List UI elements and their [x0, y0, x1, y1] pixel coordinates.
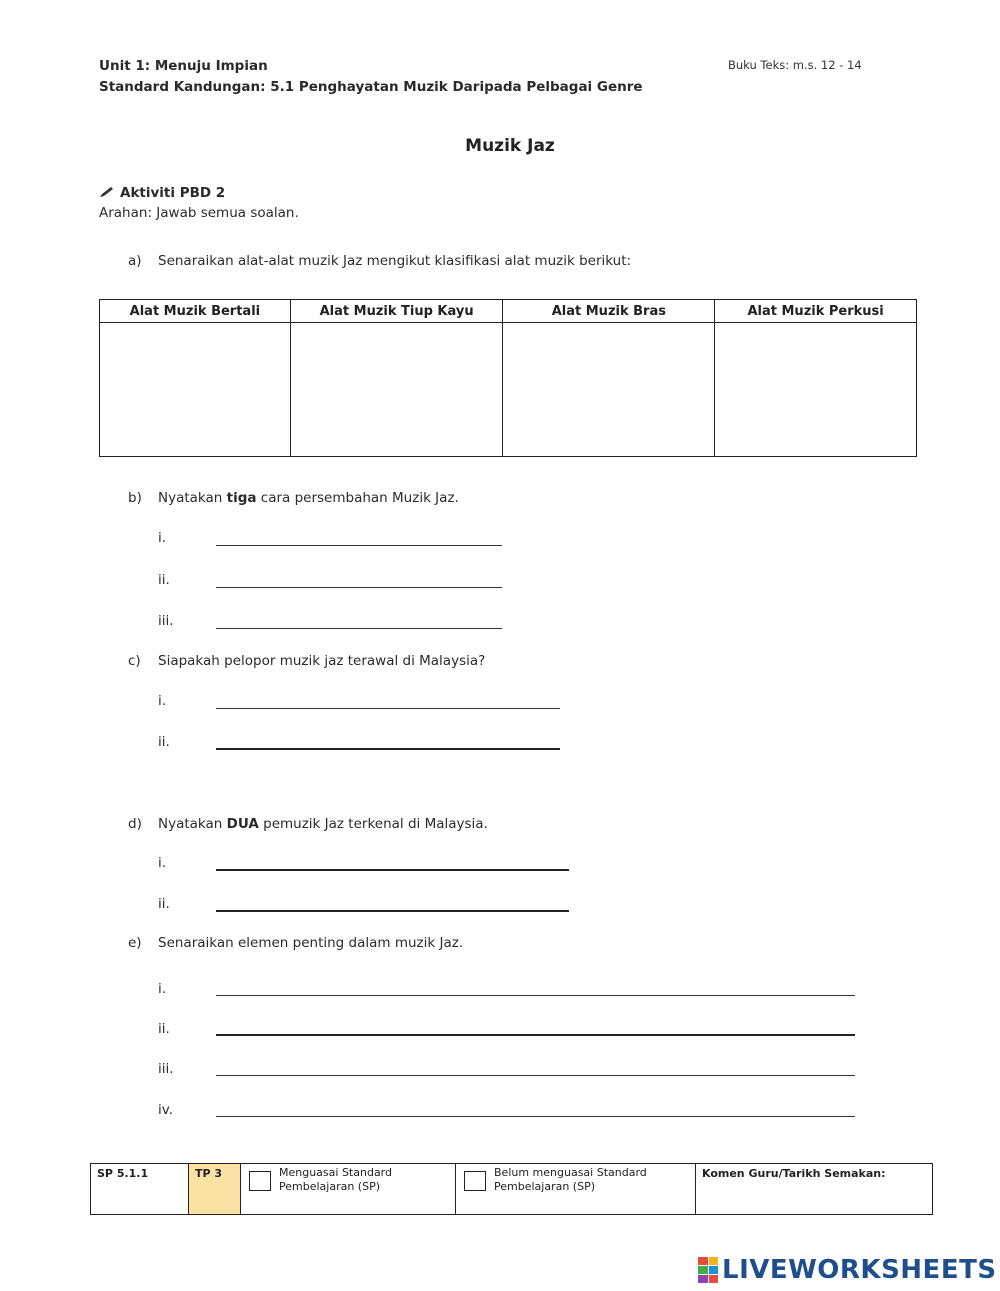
column-header-woodwind: Alat Muzik Tiup Kayu	[290, 300, 503, 323]
answer-line-b1[interactable]	[216, 545, 502, 546]
column-header-percussion: Alat Muzik Perkusi	[715, 300, 917, 323]
not-mastered-label: Belum menguasai Standard Pembelajaran (SP)	[494, 1166, 647, 1193]
content-standard: Standard Kandungan: 5.1 Penghayatan Muzik Daripada Pelbagai Genre	[99, 79, 643, 95]
liveworksheets-brand	[698, 1255, 997, 1285]
question-c-text: Siapakah pelopor muzik jaz terawal di Malaysia?	[158, 653, 486, 669]
answer-line-e2[interactable]	[216, 1034, 855, 1036]
instruction-text: Arahan: Jawab semua soalan.	[99, 205, 299, 221]
question-c-letter: c)	[128, 653, 141, 669]
not-mastered-option[interactable]	[456, 1164, 696, 1215]
answer-line-c2[interactable]	[216, 748, 560, 750]
answer-line-b2[interactable]	[216, 587, 502, 588]
question-a-letter: a)	[128, 253, 142, 269]
tp-level: TP 3	[189, 1164, 241, 1215]
numeral: ii.	[158, 896, 170, 912]
answer-line-e3[interactable]	[216, 1075, 855, 1076]
unit-title: Unit 1: Menuju Impian	[99, 58, 268, 74]
numeral: iii.	[158, 613, 174, 629]
answer-cell-brass[interactable]	[503, 323, 715, 457]
question-b-letter: b)	[128, 490, 142, 506]
question-e-letter: e)	[128, 935, 142, 951]
answer-cell-percussion[interactable]	[715, 323, 917, 457]
answer-cell-woodwind[interactable]	[290, 323, 503, 457]
answer-line-d1[interactable]	[216, 869, 569, 871]
sp-code: SP 5.1.1	[91, 1164, 189, 1215]
activity-label: Aktiviti PBD 2	[120, 184, 226, 201]
mastered-label: Menguasai Standard Pembelajaran (SP)	[279, 1166, 392, 1193]
column-header-strings: Alat Muzik Bertali	[100, 300, 291, 323]
worksheet-title: Muzik Jaz	[465, 136, 555, 156]
question-e-text: Senaraikan elemen penting dalam muzik Jaz.	[158, 935, 464, 951]
numeral: ii.	[158, 734, 170, 750]
numeral: i.	[158, 981, 167, 997]
activity-heading	[99, 183, 225, 202]
teacher-comment[interactable]: Komen Guru/Tarikh Semakan:	[696, 1164, 933, 1215]
numeral: ii.	[158, 1021, 170, 1037]
numeral: i.	[158, 855, 167, 871]
column-header-brass: Alat Muzik Bras	[503, 300, 715, 323]
numeral: i.	[158, 530, 167, 546]
answer-line-d2[interactable]	[216, 910, 569, 912]
numeral: i.	[158, 693, 167, 709]
checkbox-icon[interactable]	[464, 1171, 486, 1191]
answer-line-b3[interactable]	[216, 628, 502, 629]
mastered-option[interactable]	[241, 1164, 456, 1215]
checkbox-icon[interactable]	[249, 1171, 271, 1191]
answer-line-e1[interactable]	[216, 995, 855, 996]
brand-name: LIVEWORKSHEETS	[722, 1255, 997, 1285]
textbook-reference: Buku Teks: m.s. 12 - 14	[728, 58, 862, 72]
answer-cell-strings[interactable]	[100, 323, 291, 457]
numeral: ii.	[158, 572, 170, 588]
question-b-text: Nyatakan tiga cara persembahan Muzik Jaz.	[158, 490, 459, 506]
assessment-table	[90, 1163, 933, 1215]
numeral: iii.	[158, 1061, 174, 1077]
liveworksheets-logo-icon	[698, 1257, 718, 1283]
question-a-text: Senaraikan alat-alat muzik Jaz mengikut klasifikasi alat muzik berikut:	[158, 253, 632, 269]
question-d-text: Nyatakan DUA pemuzik Jaz terkenal di Malaysia.	[158, 816, 488, 832]
numeral: iv.	[158, 1102, 173, 1118]
answer-line-c1[interactable]	[216, 708, 560, 709]
pencil-icon	[99, 183, 115, 202]
instrument-classification-table	[99, 299, 917, 457]
answer-line-e4[interactable]	[216, 1116, 855, 1117]
question-d-letter: d)	[128, 816, 142, 832]
